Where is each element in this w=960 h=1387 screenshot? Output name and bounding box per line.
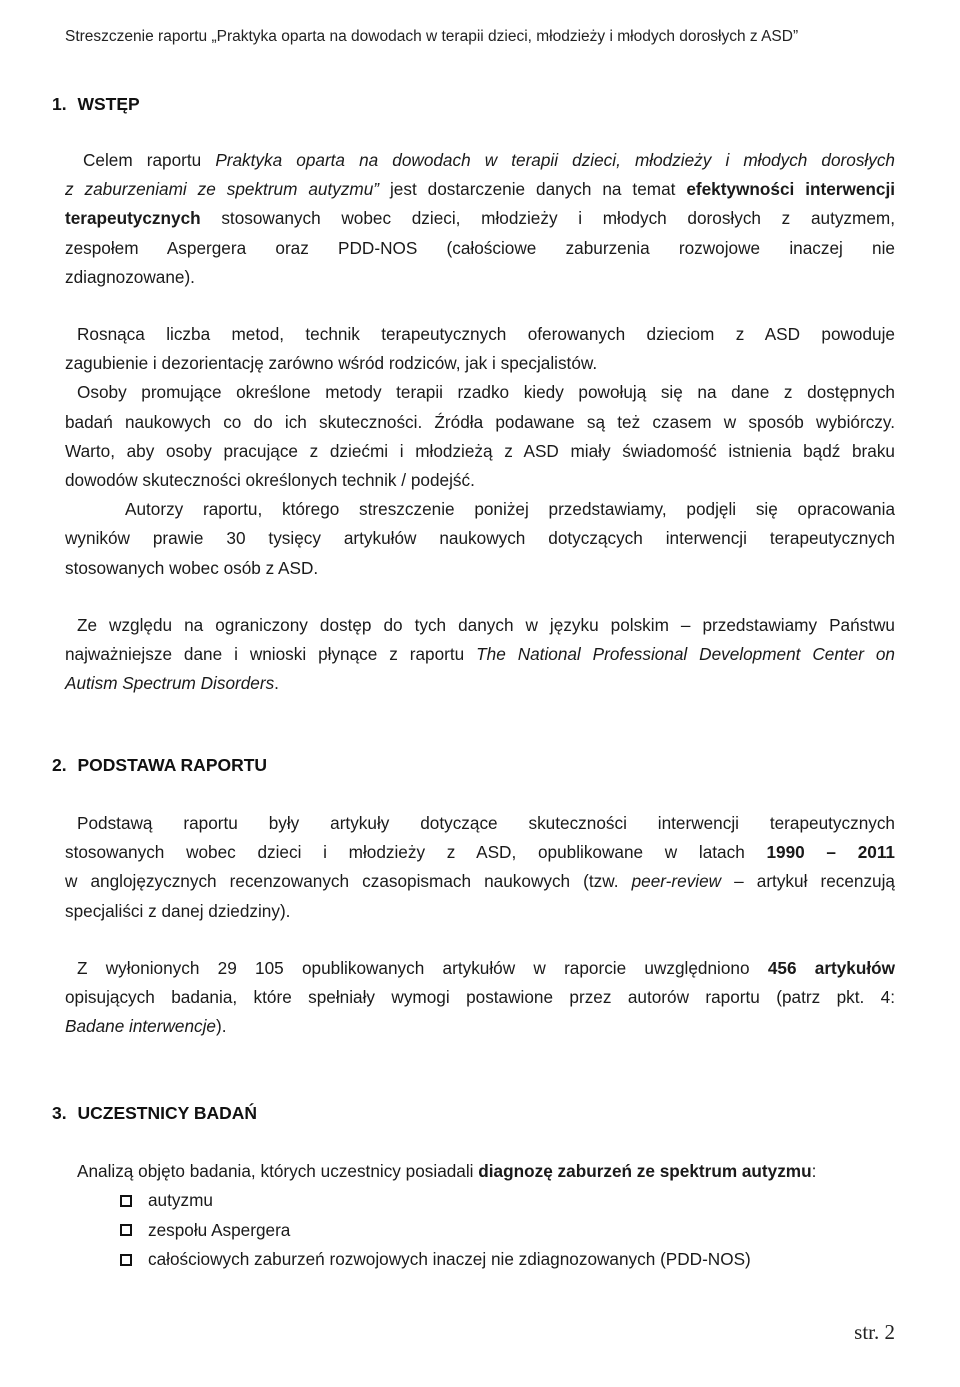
paragraph-access: Ze względu na ograniczony dostęp do tych danych w języku polskim – przedstawiamy Państwu najważniejsze dane i wnioski płynące z raportu The National Professional Development Center on Autism Spectrum Disorders. <box>65 615 895 694</box>
section-number: 1. <box>52 94 67 114</box>
section-title: PODSTAWA RAPORTU <box>77 755 268 775</box>
section-title: WSTĘP <box>77 94 140 114</box>
section-title: UCZESTNICY BADAŃ <box>77 1103 258 1123</box>
checkbox-bullet-icon <box>120 1195 132 1207</box>
paragraph-methods: Rosnąca liczba metod, technik terapeutycznych oferowanych dzieciom z ASD powoduje zagubienie i dezorientację zarówno wśród rodziców, jak i specjalistów. Osoby promujące określone metody terapii rzadko kiedy powołują się na dane z dostępnych badań naukowych co do ich skuteczności. Źródła podawane są też czasem w sposób wybiórczy. Warto, aby osoby pracujące z dziećmi i młodzieżą z ASD miały świadomość istnienia bądź braku dowodów skuteczności określonych technik / podejść. Autorzy raportu, którego streszczenie poniżej przedstawiamy, podjęli się opracowania wyników prawie 30 tysięcy artykułów naukowych dotyczących interwencji terapeutycznych stosowanych wobec osób z ASD. <box>65 324 895 578</box>
section-heading-1 <box>52 94 140 115</box>
list-item: całościowych zaburzeń rozwojowych inaczej nie zdiagnozowanych (PDD-NOS) <box>120 1245 751 1275</box>
diagnosis-list <box>120 1186 751 1275</box>
list-item: autyzmu <box>120 1186 751 1216</box>
checkbox-bullet-icon <box>120 1254 132 1266</box>
paragraph-selection: Z wyłonionych 29 105 opublikowanych artykułów w raporcie uwzględniono 456 artykułów opisujących badania, które spełniały wymogi postawione przez autorów raportu (patrz pkt. 4: Badane interwencje). <box>65 958 895 1037</box>
paragraph-intro: Celem raportu Praktyka oparta na dowodach w terapii dzieci, młodzieży i młodych dorosłych z zaburzeniami ze spektrum autyzmu” jest dostarczenie danych na temat efektywności interwencji terapeutycznych stosowanych wobec dzieci, młodzieży i młodych dorosłych z autyzmem, zespołem Aspergera oraz PDD-NOS (całościowe zaburzenia rozwojowe inaczej nie zdiagnozowane). <box>65 150 895 287</box>
section-heading-3 <box>52 1103 257 1124</box>
section-number: 3. <box>52 1103 67 1123</box>
section-heading-2 <box>52 755 267 776</box>
running-header: Streszczenie raportu „Praktyka oparta na dowodach w terapii dzieci, młodzieży i młodych dorosłych z ASD” <box>65 28 799 45</box>
checkbox-bullet-icon <box>120 1224 132 1236</box>
page-number: str. 2 <box>854 1320 895 1344</box>
paragraph-participants: Analizą objęto badania, których uczestnicy posiadali diagnozę zaburzeń ze spektrum autyzmu: <box>77 1161 817 1181</box>
list-item: zespołu Aspergera <box>120 1216 751 1246</box>
section-number: 2. <box>52 755 67 775</box>
paragraph-basis: Podstawą raportu były artykuły dotyczące skuteczności interwencji terapeutycznych stosowanych wobec dzieci i młodzieży z ASD, opublikowane w latach 1990 – 2011 w anglojęzycznych recenzowanych czasopismach naukowych (tzw. peer-review – artykuł recenzują specjaliści z danej dziedziny). <box>65 813 895 921</box>
